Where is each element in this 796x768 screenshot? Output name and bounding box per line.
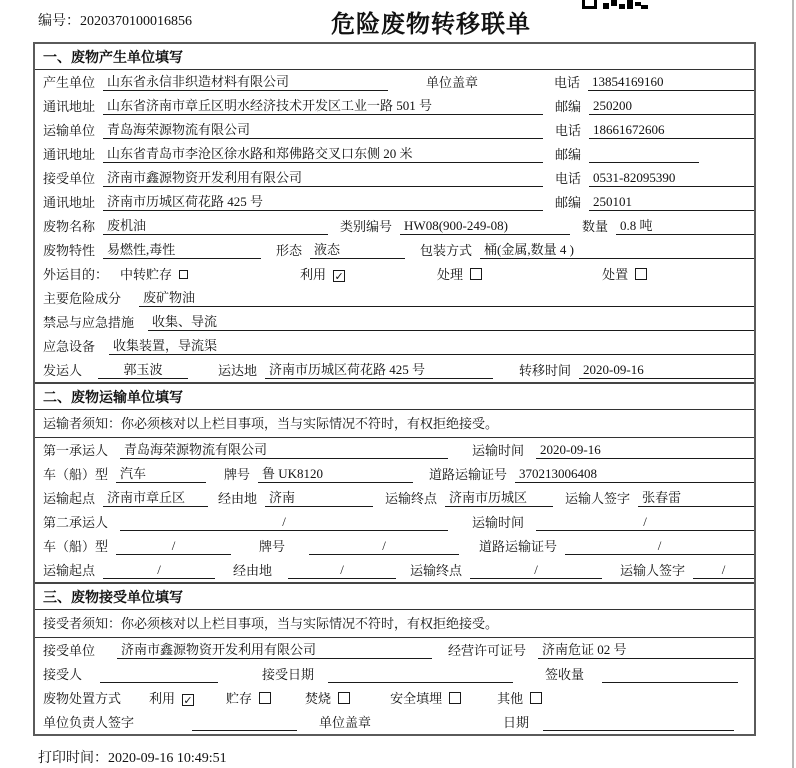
end1-value: 济南市历城区 <box>445 487 553 507</box>
accept-date-value <box>328 667 513 683</box>
vehicle1-value: 汽车 <box>116 463 206 483</box>
producer-phone-label: 电话 <box>554 75 581 90</box>
producer-zip-label: 邮编 <box>555 99 582 114</box>
time1-value: 2020-09-16 <box>536 442 754 459</box>
time1-label: 运输时间 <box>472 443 525 458</box>
row-accepter <box>35 662 754 686</box>
receiver-addr-value: 济南市历城区荷花路 425 号 <box>103 191 543 211</box>
disposal-option-landfill: 安全填埋 <box>390 688 461 707</box>
producer-addr-label: 通讯地址 <box>43 99 96 114</box>
taboo-label: 禁忌与应急措施 <box>43 315 135 330</box>
page-edge-line <box>792 0 794 768</box>
dest-label: 运达地 <box>218 363 258 378</box>
via1-value: 济南 <box>265 487 373 507</box>
serial-label: 编号： <box>38 14 80 29</box>
hazard-label: 主要危险成分 <box>43 291 122 306</box>
transporter-phone-label: 电话 <box>555 123 582 138</box>
equip-label: 应急设备 <box>43 339 96 354</box>
purpose-option-dispose: 处置 <box>602 264 647 283</box>
purpose-option-use: 利用 ✓ <box>300 267 344 283</box>
transporter-addr-label: 通讯地址 <box>43 147 96 162</box>
disposal-option-burn: 焚烧 <box>305 688 350 707</box>
section-transporter <box>35 382 754 582</box>
disposal-option-other: 其他 <box>497 688 542 707</box>
permit1-value: 370213006408 <box>515 466 754 483</box>
transporter-label: 运输单位 <box>43 123 96 138</box>
shipper-value: 郭玉波 <box>98 359 188 379</box>
qty-value: 0.8 吨 <box>616 215 754 235</box>
row-transporter <box>35 118 754 142</box>
vehicle2-label: 车（船）型 <box>43 539 109 554</box>
row-vehicle2 <box>35 534 754 558</box>
document-title: 危险废物转移联单 <box>331 11 531 38</box>
time2-label: 运输时间 <box>472 515 525 530</box>
qty-label: 数量 <box>582 219 609 234</box>
accept-qty-label: 签收量 <box>545 667 585 682</box>
print-time-label: 打印时间： <box>38 751 108 766</box>
serial-value: 2020370100016856 <box>80 14 192 29</box>
row-transporter-address <box>35 142 754 166</box>
waste-name-label: 废物名称 <box>43 219 96 234</box>
receiver-addr-label: 通讯地址 <box>43 195 96 210</box>
accept-unit-value: 济南市鑫源物资开发利用有限公司 <box>117 639 432 659</box>
sign2-label: 运输人签字 <box>620 563 686 578</box>
hazard-value: 废矿物油 <box>139 287 754 307</box>
license-label: 经营许可证号 <box>448 643 527 658</box>
permit1-label: 道路运输证号 <box>429 467 508 482</box>
disposal-label: 废物处置方式 <box>43 691 122 706</box>
character-label: 废物特性 <box>43 243 96 258</box>
row-carrier2 <box>35 510 754 534</box>
receiver-notice: 接受者须知：你必须核对以上栏目事项，当与实际情况不符时，有权拒绝接受。 <box>35 610 754 638</box>
carrier2-label: 第二承运人 <box>43 515 109 530</box>
end2-value: / <box>470 562 602 579</box>
vehicle2-value: / <box>116 538 231 555</box>
producer-addr-value: 山东省济南市章丘区明水经济技术开发区工业一路 501 号 <box>103 95 543 115</box>
accept-qty-value <box>602 667 738 683</box>
section-producer <box>35 44 754 382</box>
row-producer-address <box>35 94 754 118</box>
origin2-value: / <box>103 562 215 579</box>
via2-label: 经由地 <box>233 563 273 578</box>
purpose-option-treat: 处理 <box>437 264 482 283</box>
accept-unit-label: 接受单位 <box>43 643 96 658</box>
sign1-label: 运输人签字 <box>565 491 631 506</box>
end1-label: 运输终点 <box>385 491 438 506</box>
via2-value: / <box>288 562 396 579</box>
row-hazard <box>35 286 754 310</box>
category-value: HW08(900-249-08) <box>400 218 570 235</box>
row-waste-character <box>35 238 754 262</box>
vehicle1-label: 车（船）型 <box>43 467 109 482</box>
plate1-label: 牌号 <box>224 467 251 482</box>
row-producer <box>35 70 754 94</box>
transporter-zip-value <box>589 147 699 163</box>
transporter-value: 青岛海荣源物流有限公司 <box>103 119 543 139</box>
checkbox-disposal-landfill <box>449 692 461 704</box>
shipper-label: 发运人 <box>43 363 83 378</box>
section-receiver-title: 三、废物接受单位填写 <box>35 584 754 610</box>
sign1-value: 张春雷 <box>638 487 754 507</box>
receiver-zip-value: 250101 <box>589 194 754 211</box>
form-label: 形态 <box>276 243 303 258</box>
checkbox-disposal-burn <box>338 692 350 704</box>
row-waste-name <box>35 214 754 238</box>
accepter-value <box>100 667 218 683</box>
character-value: 易燃性,毒性 <box>103 239 261 259</box>
packing-label: 包装方式 <box>420 243 473 258</box>
row-equip <box>35 334 754 358</box>
row-purpose <box>35 262 754 286</box>
end2-label: 运输终点 <box>410 563 463 578</box>
row-taboo <box>35 310 754 334</box>
row-chief-sign <box>35 710 754 734</box>
section-producer-title: 一、废物产生单位填写 <box>35 44 754 70</box>
row-accept-unit <box>35 638 754 662</box>
section-receiver <box>35 582 754 734</box>
dest-value: 济南市历城区荷花路 425 号 <box>265 359 493 379</box>
receiver-phone-value: 0531-82095390 <box>589 170 754 187</box>
transfer-time-label: 转移时间 <box>519 363 572 378</box>
permit2-label: 道路运输证号 <box>479 539 558 554</box>
transporter-notice: 运输者须知：你必须核对以上栏目事项，当与实际情况不符时，有权拒绝接受。 <box>35 410 754 438</box>
row-route2 <box>35 558 754 582</box>
transporter-zip-label: 邮编 <box>555 147 582 162</box>
checkbox-transfer <box>179 270 188 279</box>
receiver-label: 接受单位 <box>43 171 96 186</box>
origin1-value: 济南市章丘区 <box>103 487 208 507</box>
equip-value: 收集装置，导流渠 <box>109 335 754 355</box>
receiver-phone-label: 电话 <box>555 171 582 186</box>
checkbox-treat <box>470 268 482 280</box>
form-value: 液态 <box>310 239 405 259</box>
seal-label: 单位盖章 <box>426 75 479 90</box>
row-carrier1 <box>35 438 754 462</box>
producer-zip-value: 250200 <box>589 98 754 115</box>
row-vehicle1 <box>35 462 754 486</box>
packing-value: 桶(金属,数量 4 ) <box>480 239 754 259</box>
row-route1 <box>35 486 754 510</box>
checkbox-disposal-store <box>259 692 271 704</box>
receiver-value: 济南市鑫源物资开发利用有限公司 <box>103 167 543 187</box>
print-time-value: 2020-09-16 10:49:51 <box>108 751 227 766</box>
receiver-zip-label: 邮编 <box>555 195 582 210</box>
purpose-option-transfer: 中转贮存 <box>120 264 188 283</box>
carrier1-value: 青岛海荣源物流有限公司 <box>120 439 448 459</box>
disposal-option-use: 利用 ✓ <box>149 691 193 707</box>
category-label: 类别编号 <box>340 219 393 234</box>
purpose-label: 外运目的： <box>43 267 109 282</box>
transfer-time-value: 2020-09-16 <box>579 362 754 379</box>
producer-label: 产生单位 <box>43 75 96 90</box>
date-label: 日期 <box>503 715 530 730</box>
row-disposal <box>35 686 754 710</box>
carrier2-value: / <box>120 514 448 531</box>
accepter-label: 接受人 <box>43 667 83 682</box>
disposal-option-store: 贮存 <box>226 688 271 707</box>
permit2-value: / <box>565 538 754 555</box>
print-time <box>38 747 227 767</box>
transporter-addr-value: 山东省青岛市李沧区徐水路和郑佛路交叉口东侧 20 米 <box>103 143 543 163</box>
row-receiver-address <box>35 190 754 214</box>
producer-phone-value: 13854169160 <box>588 74 754 91</box>
checkbox-disposal-other <box>530 692 542 704</box>
manifest-form <box>33 42 756 736</box>
via1-label: 经由地 <box>218 491 258 506</box>
date-value <box>543 715 734 731</box>
checkbox-disposal-use: ✓ <box>183 694 193 707</box>
origin2-label: 运输起点 <box>43 563 96 578</box>
unit-seal-label: 单位盖章 <box>319 715 372 730</box>
chief-sign-value <box>192 715 297 731</box>
row-receiver <box>35 166 754 190</box>
license-value: 济南危证 02 号 <box>538 639 754 659</box>
row-shipper <box>35 358 754 382</box>
checkbox-dispose <box>635 268 647 280</box>
accept-date-label: 接受日期 <box>262 667 315 682</box>
producer-value: 山东省永信非织造材料有限公司 <box>103 71 388 91</box>
carrier1-label: 第一承运人 <box>43 443 109 458</box>
section-transporter-title: 二、废物运输单位填写 <box>35 384 754 410</box>
waste-name-value: 废机油 <box>103 215 328 235</box>
time2-value: / <box>536 514 754 531</box>
plate1-value: 鲁 UK8120 <box>258 463 413 483</box>
taboo-value: 收集、导流 <box>148 311 754 331</box>
sign2-value: / <box>693 562 754 579</box>
chief-sign-label: 单位负责人签字 <box>43 715 135 730</box>
plate2-label: 牌号 <box>259 539 286 554</box>
transporter-phone-value: 18661672606 <box>589 122 754 139</box>
plate2-value: / <box>309 538 459 555</box>
qr-code-icon <box>582 0 648 9</box>
checkbox-use: ✓ <box>334 270 344 283</box>
origin1-label: 运输起点 <box>43 491 96 506</box>
